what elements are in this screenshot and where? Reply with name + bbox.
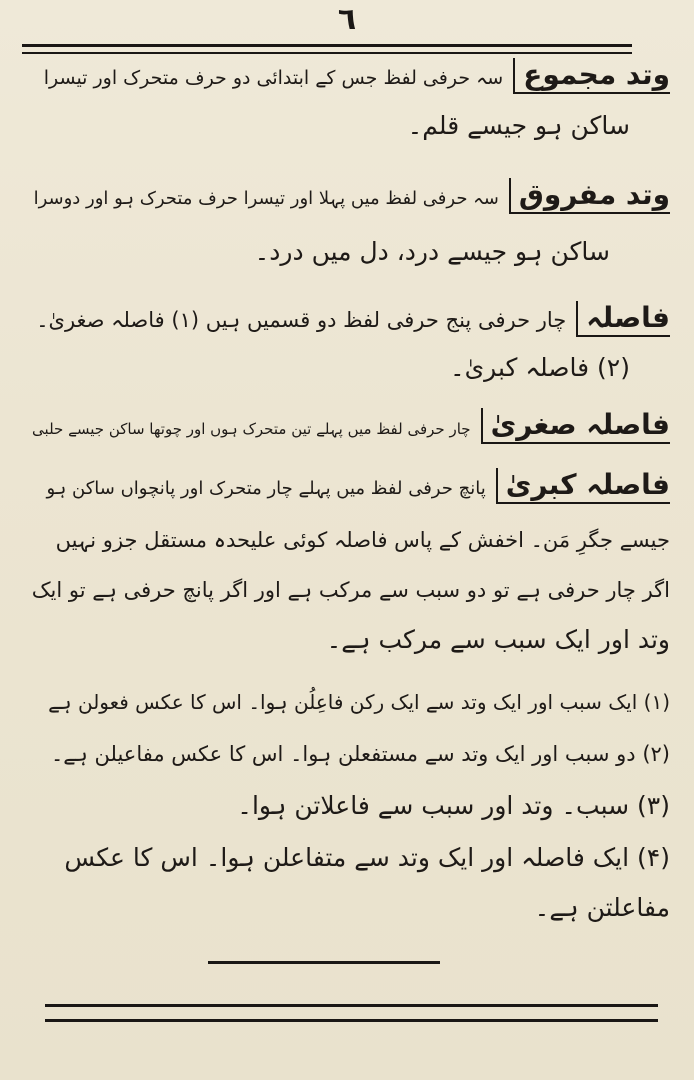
page-body [30,58,670,922]
definition-text: چار حرفی لفظ میں پہلے تین متحرک ہوں اور چوتھا ساکن جیسے حلبی [32,420,471,438]
definition-line: (۲) فاصلہ کبریٰ۔ [449,353,630,382]
section-divider [208,961,440,964]
definition-line: ساکن ہو جیسے قلم۔ [407,111,630,140]
term-label: فاصلہ [576,301,670,337]
term-label: وتد مجموع [513,58,670,94]
bottom-rule-thin [45,1019,658,1022]
term-label: فاصلہ صغریٰ [481,408,670,444]
top-rule-thin [22,52,632,54]
top-rule-thick [22,44,632,47]
definition-line: وتد اور ایک سبب سے مرکب ہے۔ [326,625,670,654]
numbered-item: (۳) سبب۔ وتد اور سبب سے فاعلاتن ہوا۔ [237,791,670,820]
definition-line: جیسے جگرِ مَن۔ اخفش کے پاس فاصلہ کوئی علیحدہ مستقل جزو نہیں [55,528,670,552]
term-label: وتد مفروق [509,178,670,214]
definition-text: پانچ حرفی لفظ میں پہلے چار متحرک اور پانچواں ساکن ہو [46,478,486,499]
definition-text: چار حرفی پنج حرفی لفظ دو قسمیں ہیں (۱) فاصلہ صغریٰ۔ [36,308,567,332]
entry-watad-majmoo [44,58,670,98]
entry-fasila [36,300,670,340]
definition-line: اگر چار حرفی ہے تو دو سبب سے مرکب ہے اور اگر پانچ حرفی ہے تو ایک [31,578,670,602]
numbered-item: (۴) ایک فاصلہ اور ایک وتد سے متفاعلن ہوا۔ اس کا عکس [64,843,670,872]
definition-text: سہ حرفی لفظ میں پہلا اور تیسرا حرف متحرک ہو اور دوسرا [33,188,499,209]
numbered-item: مفاعلتن ہے۔ [534,893,670,922]
entry-watad-mafrooq [34,178,670,218]
bottom-rule-thick [45,1004,658,1007]
entry-fasila-kubra [46,468,670,508]
definition-line: ساکن ہو جیسے درد، دل میں درد۔ [254,237,610,266]
numbered-item: (۱) ایک سبب اور ایک وتد سے ایک رکن فاعِلُن ہوا۔ اس کا عکس فعولن ہے [48,690,670,714]
page-number: ٦ [337,2,357,37]
definition-text: سہ حرفی لفظ جس کے ابتدائی دو حرف متحرک اور تیسرا [43,67,504,89]
entry-fasila-sughra [32,408,670,448]
term-label: فاصلہ کبریٰ [496,468,670,504]
numbered-item: (۲) دو سبب اور ایک وتد سے مستفعلن ہوا۔ اس کا عکس مفاعیلن ہے۔ [50,742,670,766]
